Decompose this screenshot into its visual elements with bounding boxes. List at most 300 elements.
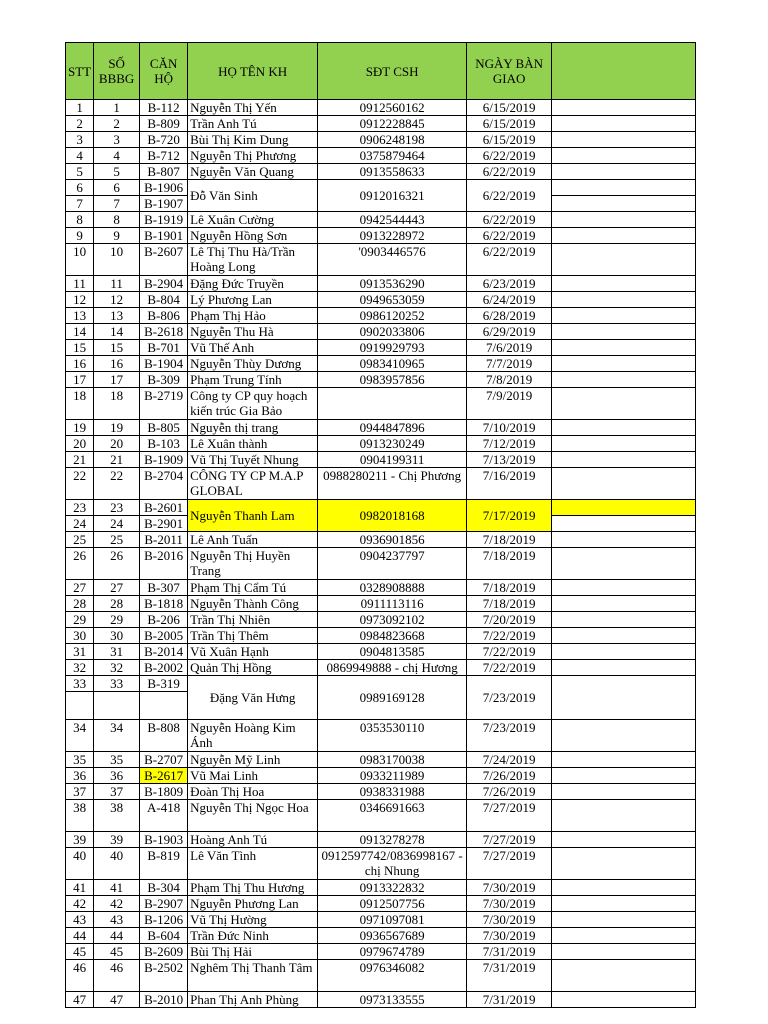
cell-extra xyxy=(552,180,696,196)
cell-can-ho: B-2502 xyxy=(140,960,188,992)
cell-sdt: 0912016321 xyxy=(318,180,467,212)
cell-stt: 32 xyxy=(66,660,94,676)
cell-stt xyxy=(66,692,94,720)
cell-sdt: 0983170038 xyxy=(318,752,467,768)
cell-so-bbbg: 3 xyxy=(94,132,140,148)
cell-sdt: 0913322832 xyxy=(318,880,467,896)
cell-extra xyxy=(552,116,696,132)
cell-stt: 39 xyxy=(66,832,94,848)
cell-extra xyxy=(552,388,696,420)
cell-extra xyxy=(552,292,696,308)
cell-ngay: 7/16/2019 xyxy=(467,468,552,500)
cell-sdt: 0944847896 xyxy=(318,420,467,436)
cell-can-ho: B-2005 xyxy=(140,628,188,644)
cell-can-ho: B-304 xyxy=(140,880,188,896)
cell-extra xyxy=(552,580,696,596)
cell-sdt: 0949653059 xyxy=(318,292,467,308)
table-row xyxy=(66,944,696,960)
cell-sdt: 0913278278 xyxy=(318,832,467,848)
cell-sdt: 0973133555 xyxy=(318,992,467,1008)
cell-extra xyxy=(552,228,696,244)
cell-can-ho: B-1907 xyxy=(140,196,188,212)
cell-can-ho: B-2014 xyxy=(140,644,188,660)
cell-so-bbbg: 27 xyxy=(94,580,140,596)
cell-ho-ten: Trần Đức Ninh xyxy=(188,928,318,944)
table-row xyxy=(66,548,696,580)
cell-extra xyxy=(552,896,696,912)
cell-sdt: 0936567689 xyxy=(318,928,467,944)
cell-can-ho: A-418 xyxy=(140,800,188,832)
cell-so-bbbg: 19 xyxy=(94,420,140,436)
cell-so-bbbg: 6 xyxy=(94,180,140,196)
cell-ho-ten: Nguyễn Hoàng Kim Ánh xyxy=(188,720,318,752)
cell-so-bbbg: 35 xyxy=(94,752,140,768)
cell-sdt: 0913558633 xyxy=(318,164,467,180)
cell-sdt: 0936901856 xyxy=(318,532,467,548)
cell-can-ho: B-2601 xyxy=(140,500,188,516)
cell-sdt: 0353530110 xyxy=(318,720,467,752)
cell-stt: 21 xyxy=(66,452,94,468)
cell-ho-ten: Nguyễn Văn Quang xyxy=(188,164,318,180)
cell-so-bbbg: 29 xyxy=(94,612,140,628)
cell-can-ho: B-103 xyxy=(140,436,188,452)
cell-sdt: 0919929793 xyxy=(318,340,467,356)
cell-sdt: '0903446576 xyxy=(318,244,467,276)
cell-ngay: 7/7/2019 xyxy=(467,356,552,372)
cell-can-ho: B-307 xyxy=(140,580,188,596)
cell-so-bbbg: 18 xyxy=(94,388,140,420)
cell-can-ho: B-2607 xyxy=(140,244,188,276)
cell-ho-ten: Nguyễn Thành Công xyxy=(188,596,318,612)
cell-stt: 6 xyxy=(66,180,94,196)
cell-so-bbbg: 33 xyxy=(94,676,140,692)
cell-ngay: 7/26/2019 xyxy=(467,784,552,800)
cell-stt: 29 xyxy=(66,612,94,628)
cell-can-ho xyxy=(140,692,188,720)
cell-so-bbbg: 41 xyxy=(94,880,140,896)
cell-ho-ten: Lê Thị Thu Hà/Trần Hoàng Long xyxy=(188,244,318,276)
cell-ho-ten: Lê Văn Tình xyxy=(188,848,318,880)
cell-ngay: 7/20/2019 xyxy=(467,612,552,628)
cell-ngay: 7/30/2019 xyxy=(467,912,552,928)
table-row xyxy=(66,212,696,228)
cell-sdt: 0979674789 xyxy=(318,944,467,960)
cell-can-ho: B-807 xyxy=(140,164,188,180)
cell-stt: 28 xyxy=(66,596,94,612)
cell-so-bbbg: 46 xyxy=(94,960,140,992)
cell-can-ho: B-809 xyxy=(140,116,188,132)
cell-stt: 18 xyxy=(66,388,94,420)
cell-stt: 16 xyxy=(66,356,94,372)
cell-stt: 38 xyxy=(66,800,94,832)
table-row xyxy=(66,420,696,436)
header-extra xyxy=(552,43,696,100)
cell-sdt: 0912228845 xyxy=(318,116,467,132)
cell-extra xyxy=(552,768,696,784)
cell-ngay: 7/27/2019 xyxy=(467,800,552,832)
cell-extra xyxy=(552,148,696,164)
cell-so-bbbg: 2 xyxy=(94,116,140,132)
cell-so-bbbg: 47 xyxy=(94,992,140,1008)
table-row xyxy=(66,500,696,516)
cell-so-bbbg: 11 xyxy=(94,276,140,292)
table-row xyxy=(66,356,696,372)
cell-can-ho: B-819 xyxy=(140,848,188,880)
cell-stt: 31 xyxy=(66,644,94,660)
cell-ho-ten: Nguyễn Thị Phương xyxy=(188,148,318,164)
cell-sdt: 0904237797 xyxy=(318,548,467,580)
cell-ngay: 7/27/2019 xyxy=(467,848,552,880)
cell-stt: 23 xyxy=(66,500,94,516)
cell-stt: 1 xyxy=(66,100,94,116)
cell-so-bbbg: 10 xyxy=(94,244,140,276)
cell-ho-ten: CÔNG TY CP M.A.P GLOBAL xyxy=(188,468,318,500)
cell-sdt: 0902033806 xyxy=(318,324,467,340)
cell-can-ho: B-2704 xyxy=(140,468,188,500)
cell-ho-ten: Nguyễn Thị Yến xyxy=(188,100,318,116)
cell-sdt: 0971097081 xyxy=(318,912,467,928)
cell-ho-ten: Đỗ Văn Sinh xyxy=(188,180,318,212)
cell-ho-ten: Nguyễn Phương Lan xyxy=(188,896,318,912)
cell-extra xyxy=(552,532,696,548)
cell-can-ho: B-2904 xyxy=(140,276,188,292)
cell-stt: 19 xyxy=(66,420,94,436)
cell-extra xyxy=(552,944,696,960)
cell-ngay: 7/22/2019 xyxy=(467,628,552,644)
cell-ngay: 7/23/2019 xyxy=(467,720,552,752)
cell-ngay: 7/18/2019 xyxy=(467,532,552,548)
cell-can-ho: B-2002 xyxy=(140,660,188,676)
cell-stt: 42 xyxy=(66,896,94,912)
cell-extra xyxy=(552,308,696,324)
cell-so-bbbg: 23 xyxy=(94,500,140,516)
cell-can-ho: B-1904 xyxy=(140,356,188,372)
cell-can-ho: B-2016 xyxy=(140,548,188,580)
cell-stt: 24 xyxy=(66,516,94,532)
cell-ho-ten: Nguyễn Thu Hà xyxy=(188,324,318,340)
table-row xyxy=(66,800,696,832)
cell-so-bbbg: 32 xyxy=(94,660,140,676)
cell-sdt: 0904813585 xyxy=(318,644,467,660)
cell-sdt: 0973092102 xyxy=(318,612,467,628)
table-row xyxy=(66,580,696,596)
cell-stt: 20 xyxy=(66,436,94,452)
cell-so-bbbg: 26 xyxy=(94,548,140,580)
cell-extra xyxy=(552,912,696,928)
cell-so-bbbg: 16 xyxy=(94,356,140,372)
table-row xyxy=(66,832,696,848)
cell-so-bbbg: 12 xyxy=(94,292,140,308)
cell-ho-ten: Vũ Thế Anh xyxy=(188,340,318,356)
cell-stt: 33 xyxy=(66,676,94,692)
cell-ho-ten: Vũ Xuân Hạnh xyxy=(188,644,318,660)
cell-sdt: 0983957856 xyxy=(318,372,467,388)
cell-stt: 45 xyxy=(66,944,94,960)
cell-can-ho: B-720 xyxy=(140,132,188,148)
cell-stt: 26 xyxy=(66,548,94,580)
header-row xyxy=(66,43,696,100)
table-row xyxy=(66,768,696,784)
table-row xyxy=(66,992,696,1008)
cell-can-ho: B-2609 xyxy=(140,944,188,960)
cell-ho-ten: Bùi Thị Kim Dung xyxy=(188,132,318,148)
cell-ho-ten: Phạm Thị Thu Hương xyxy=(188,880,318,896)
table-row xyxy=(66,896,696,912)
cell-so-bbbg: 31 xyxy=(94,644,140,660)
cell-ngay: 7/22/2019 xyxy=(467,660,552,676)
cell-sdt: 0982018168 xyxy=(318,500,467,532)
cell-stt: 47 xyxy=(66,992,94,1008)
cell-sdt: 0912560162 xyxy=(318,100,467,116)
cell-ngay: 7/8/2019 xyxy=(467,372,552,388)
cell-stt: 34 xyxy=(66,720,94,752)
table-row xyxy=(66,880,696,896)
cell-so-bbbg: 7 xyxy=(94,196,140,212)
cell-extra xyxy=(552,516,696,532)
cell-ngay: 7/30/2019 xyxy=(467,880,552,896)
cell-so-bbbg: 43 xyxy=(94,912,140,928)
cell-so-bbbg: 34 xyxy=(94,720,140,752)
cell-can-ho: B-309 xyxy=(140,372,188,388)
table-row xyxy=(66,228,696,244)
cell-ho-ten: Nguyễn Thị Huyền Trang xyxy=(188,548,318,580)
cell-ngay: 7/9/2019 xyxy=(467,388,552,420)
table-row xyxy=(66,468,696,500)
cell-stt: 5 xyxy=(66,164,94,180)
cell-can-ho: B-319 xyxy=(140,676,188,692)
cell-ngay: 7/10/2019 xyxy=(467,420,552,436)
cell-so-bbbg: 13 xyxy=(94,308,140,324)
cell-stt: 8 xyxy=(66,212,94,228)
cell-stt: 12 xyxy=(66,292,94,308)
cell-can-ho: B-2719 xyxy=(140,388,188,420)
cell-ho-ten: Nguyễn Hồng Sơn xyxy=(188,228,318,244)
cell-extra xyxy=(552,356,696,372)
cell-extra xyxy=(552,612,696,628)
cell-sdt: 0869949888 - chị Hương xyxy=(318,660,467,676)
cell-sdt: 0989169128 xyxy=(318,676,467,720)
cell-stt: 13 xyxy=(66,308,94,324)
cell-so-bbbg xyxy=(94,692,140,720)
cell-sdt xyxy=(318,388,467,420)
cell-can-ho: B-1809 xyxy=(140,784,188,800)
cell-ngay: 7/13/2019 xyxy=(467,452,552,468)
cell-extra xyxy=(552,132,696,148)
cell-ngay: 7/23/2019 xyxy=(467,676,552,720)
cell-so-bbbg: 17 xyxy=(94,372,140,388)
cell-ngay: 7/18/2019 xyxy=(467,580,552,596)
cell-can-ho: B-2617 xyxy=(140,768,188,784)
cell-sdt: 0976346082 xyxy=(318,960,467,992)
cell-ho-ten: Hoàng Anh Tú xyxy=(188,832,318,848)
table-row xyxy=(66,612,696,628)
cell-so-bbbg: 4 xyxy=(94,148,140,164)
cell-ngay: 7/24/2019 xyxy=(467,752,552,768)
cell-can-ho: B-1906 xyxy=(140,180,188,196)
header-can-ho: CĂN HỘ xyxy=(140,43,188,100)
cell-sdt: 0913536290 xyxy=(318,276,467,292)
cell-stt: 46 xyxy=(66,960,94,992)
cell-stt: 40 xyxy=(66,848,94,880)
cell-ngay: 6/22/2019 xyxy=(467,180,552,212)
cell-so-bbbg: 45 xyxy=(94,944,140,960)
cell-so-bbbg: 30 xyxy=(94,628,140,644)
table-row xyxy=(66,276,696,292)
table-row xyxy=(66,308,696,324)
cell-ngay: 7/18/2019 xyxy=(467,548,552,580)
cell-stt: 9 xyxy=(66,228,94,244)
cell-sdt: 0913230249 xyxy=(318,436,467,452)
cell-stt: 2 xyxy=(66,116,94,132)
cell-ho-ten: Trần Thị Nhiên xyxy=(188,612,318,628)
table-row xyxy=(66,644,696,660)
cell-ngay: 7/30/2019 xyxy=(467,896,552,912)
cell-stt: 37 xyxy=(66,784,94,800)
cell-sdt: 0328908888 xyxy=(318,580,467,596)
table-row xyxy=(66,912,696,928)
cell-extra xyxy=(552,164,696,180)
cell-ho-ten: Bùi Thị Hải xyxy=(188,944,318,960)
cell-so-bbbg: 25 xyxy=(94,532,140,548)
cell-ho-ten: Công ty CP quy hoạch kiến trúc Gia Bảo xyxy=(188,388,318,420)
cell-so-bbbg: 22 xyxy=(94,468,140,500)
cell-sdt: 0904199311 xyxy=(318,452,467,468)
table-row xyxy=(66,436,696,452)
cell-ho-ten: Trần Thị Thêm xyxy=(188,628,318,644)
cell-sdt: 0912507756 xyxy=(318,896,467,912)
cell-can-ho: B-701 xyxy=(140,340,188,356)
cell-stt: 22 xyxy=(66,468,94,500)
cell-extra xyxy=(552,420,696,436)
cell-can-ho: B-1818 xyxy=(140,596,188,612)
cell-stt: 36 xyxy=(66,768,94,784)
cell-extra xyxy=(552,720,696,752)
table-row xyxy=(66,116,696,132)
table-row xyxy=(66,100,696,116)
table-row xyxy=(66,340,696,356)
header-ho-ten: HỌ TÊN KH xyxy=(188,43,318,100)
cell-so-bbbg: 5 xyxy=(94,164,140,180)
cell-ho-ten: Vũ Mai Linh xyxy=(188,768,318,784)
cell-extra xyxy=(552,676,696,720)
cell-so-bbbg: 9 xyxy=(94,228,140,244)
cell-extra xyxy=(552,752,696,768)
cell-ngay: 7/30/2019 xyxy=(467,928,552,944)
cell-so-bbbg: 38 xyxy=(94,800,140,832)
cell-can-ho: B-1909 xyxy=(140,452,188,468)
cell-extra xyxy=(552,340,696,356)
table-row xyxy=(66,132,696,148)
cell-extra xyxy=(552,596,696,612)
table-row xyxy=(66,244,696,276)
cell-can-ho: B-806 xyxy=(140,308,188,324)
cell-ngay: 6/22/2019 xyxy=(467,244,552,276)
cell-ho-ten: Đặng Văn Hưng xyxy=(188,676,318,720)
cell-stt: 14 xyxy=(66,324,94,340)
table-row xyxy=(66,628,696,644)
table-row xyxy=(66,388,696,420)
cell-ho-ten: Quản Thị Hồng xyxy=(188,660,318,676)
table-row xyxy=(66,960,696,992)
cell-ngay: 7/31/2019 xyxy=(467,944,552,960)
cell-ho-ten: Nguyễn thị trang xyxy=(188,420,318,436)
cell-extra xyxy=(552,832,696,848)
cell-extra xyxy=(552,500,696,516)
cell-ho-ten: Phạm Trung Tính xyxy=(188,372,318,388)
cell-ngay: 7/31/2019 xyxy=(467,960,552,992)
cell-extra xyxy=(552,100,696,116)
cell-can-ho: B-805 xyxy=(140,420,188,436)
cell-can-ho: B-604 xyxy=(140,928,188,944)
cell-so-bbbg: 21 xyxy=(94,452,140,468)
cell-can-ho: B-1903 xyxy=(140,832,188,848)
cell-sdt: 0912597742/0836998167 - chị Nhung xyxy=(318,848,467,880)
cell-can-ho: B-1206 xyxy=(140,912,188,928)
cell-stt: 35 xyxy=(66,752,94,768)
cell-can-ho: B-2907 xyxy=(140,896,188,912)
table-row xyxy=(66,180,696,196)
cell-extra xyxy=(552,992,696,1008)
cell-extra xyxy=(552,276,696,292)
cell-ho-ten: Lê Xuân Cường xyxy=(188,212,318,228)
table-row xyxy=(66,452,696,468)
cell-extra xyxy=(552,548,696,580)
cell-ho-ten: Nghêm Thị Thanh Tâm xyxy=(188,960,318,992)
cell-so-bbbg: 28 xyxy=(94,596,140,612)
cell-sdt: 0984823668 xyxy=(318,628,467,644)
cell-so-bbbg: 20 xyxy=(94,436,140,452)
cell-extra xyxy=(552,660,696,676)
cell-stt: 44 xyxy=(66,928,94,944)
cell-so-bbbg: 42 xyxy=(94,896,140,912)
cell-can-ho: B-2011 xyxy=(140,532,188,548)
table-row xyxy=(66,848,696,880)
cell-extra xyxy=(552,436,696,452)
cell-so-bbbg: 14 xyxy=(94,324,140,340)
cell-stt: 27 xyxy=(66,580,94,596)
cell-can-ho: B-712 xyxy=(140,148,188,164)
cell-sdt: 0986120252 xyxy=(318,308,467,324)
cell-stt: 4 xyxy=(66,148,94,164)
cell-sdt: 0942544443 xyxy=(318,212,467,228)
table-row xyxy=(66,164,696,180)
cell-ho-ten: Phạm Thị Hảo xyxy=(188,308,318,324)
cell-ngay: 6/22/2019 xyxy=(467,148,552,164)
cell-ngay: 7/6/2019 xyxy=(467,340,552,356)
cell-so-bbbg: 39 xyxy=(94,832,140,848)
cell-ho-ten: Đoàn Thị Hoa xyxy=(188,784,318,800)
table-row xyxy=(66,784,696,800)
table-row xyxy=(66,292,696,308)
cell-ngay: 6/15/2019 xyxy=(467,132,552,148)
cell-stt: 30 xyxy=(66,628,94,644)
cell-extra xyxy=(552,196,696,212)
cell-can-ho: B-804 xyxy=(140,292,188,308)
cell-can-ho: B-2707 xyxy=(140,752,188,768)
table-row xyxy=(66,928,696,944)
cell-can-ho: B-808 xyxy=(140,720,188,752)
header-stt: STT xyxy=(66,43,94,100)
cell-ho-ten: Vũ Thị Hường xyxy=(188,912,318,928)
cell-ho-ten: Phạm Thị Cẩm Tú xyxy=(188,580,318,596)
table-row xyxy=(66,372,696,388)
cell-ho-ten: Lý Phương Lan xyxy=(188,292,318,308)
cell-ngay: 7/12/2019 xyxy=(467,436,552,452)
cell-sdt: 0913228972 xyxy=(318,228,467,244)
cell-extra xyxy=(552,324,696,340)
cell-so-bbbg: 40 xyxy=(94,848,140,880)
cell-sdt: 0911113116 xyxy=(318,596,467,612)
